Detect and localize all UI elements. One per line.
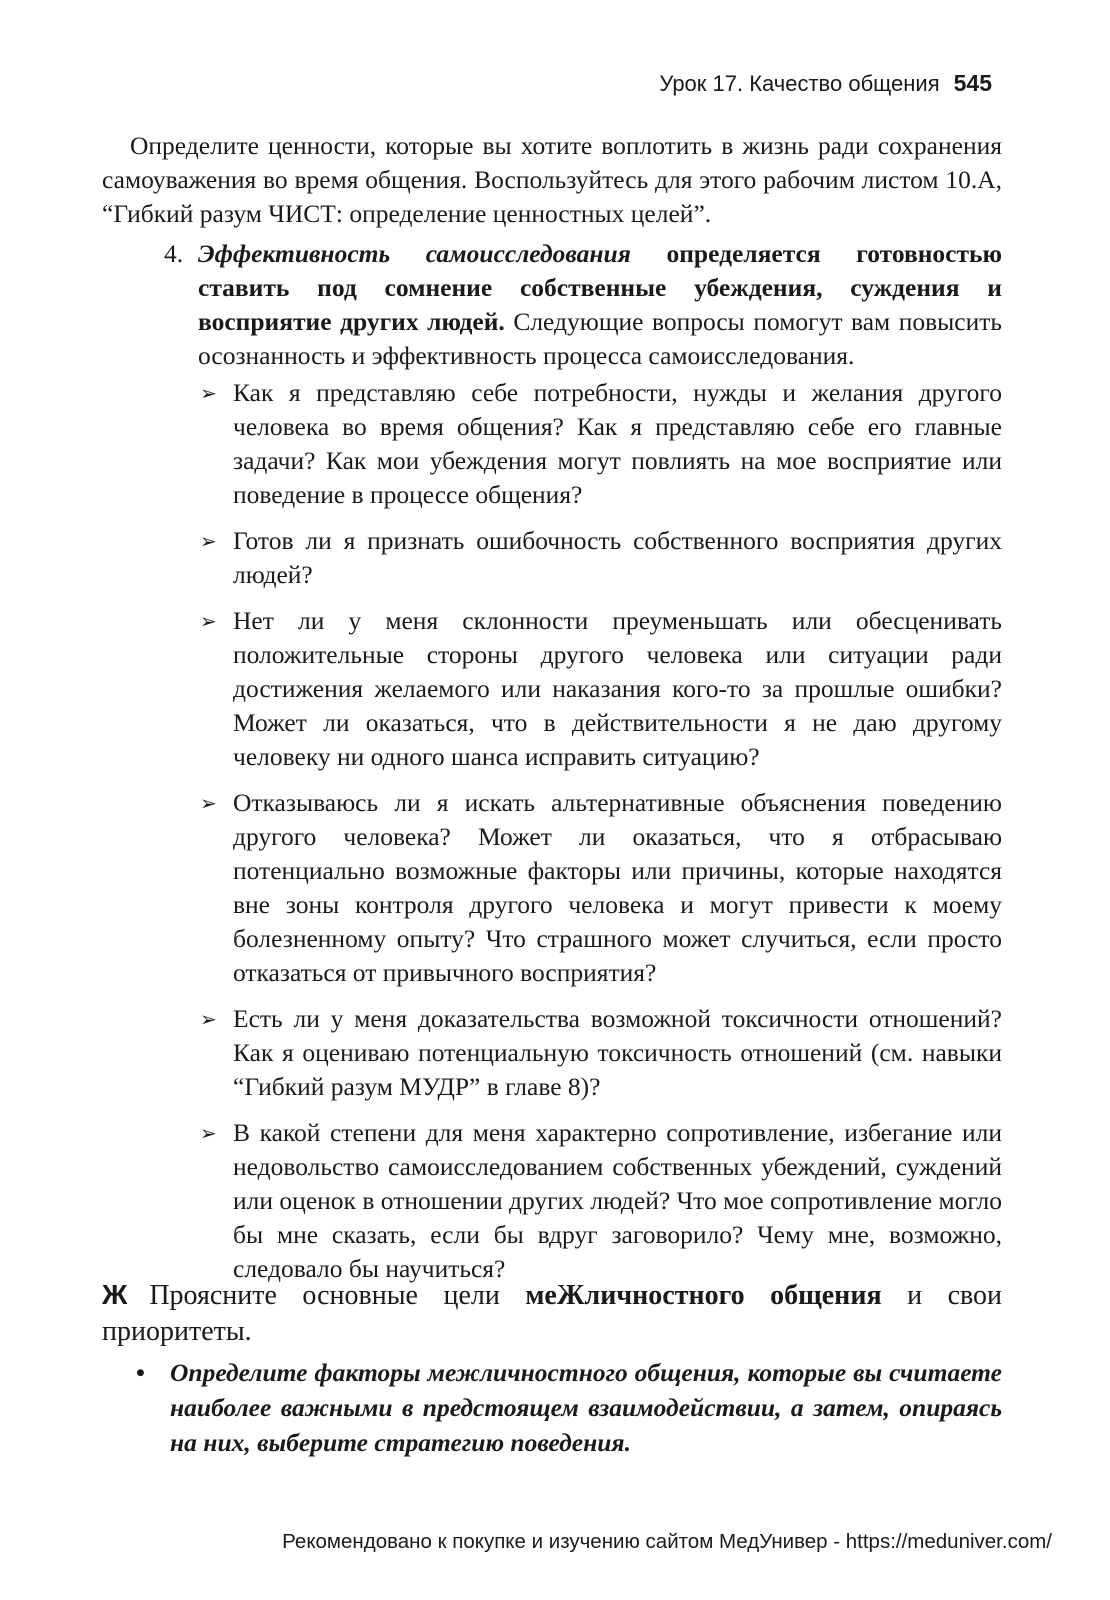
list-item (200, 1116, 1002, 1286)
list-item-text: В какой степени для меня характерно сопротивление, избегание или недовольство самоисследованием собственных убеждений, суждений или оценок в отношении других людей? Что мое сопротивление могло бы мне сказать, если бы вдруг заговорило? Чему мне, возможно, следовало бы научиться? (233, 1118, 1002, 1283)
italic-bullet-text: Определите факторы межличностного общения, которые вы считаете наиболее важными в предстоящем взаимодействии, а затем, опираясь на них, выберите стратегию поведения. (170, 1358, 1002, 1457)
list-item (200, 604, 1002, 774)
point-rest: Следующие вопросы помогут вам повысить осознанность и эффективность процесса самоисследования. (198, 307, 1003, 370)
numbered-point-4 (164, 237, 1003, 373)
list-item (200, 524, 1002, 592)
list-item (200, 1002, 1002, 1104)
list-item (200, 376, 1002, 512)
section-zh-heading (102, 1277, 1002, 1350)
point-lead-italic: Эффективность самоисследования (198, 239, 631, 268)
list-item-text: Есть ли у меня доказательства возможной токсичности отношений? Как я оцениваю потенциальную токсичность отношений (см. навыки “Гибкий разум МУДР” в главе 8)? (233, 1004, 1002, 1101)
arrow-bullet-icon: ➢ (200, 529, 217, 553)
italic-bullet-item (136, 1355, 1002, 1460)
point-lead-bold: определяется готовностью ставить под сомнение собственные убеждения, суждения и восприятие других людей. (198, 239, 1002, 336)
list-item-text: Готов ли я признать ошибочность собственного восприятия других людей? (233, 526, 1002, 589)
arrow-bullet-icon: ➢ (200, 1007, 217, 1031)
section-text-bold: меЖличностного общения (525, 1280, 882, 1311)
point-number: 4. (164, 239, 184, 268)
intro-paragraph (102, 129, 1002, 231)
list-item (200, 786, 1002, 990)
footer-watermark: Рекомендовано к покупке и изучению сайтом МедУнивер - https://meduniver.com/ (282, 1530, 1052, 1553)
section-text-after: и свои приоритеты. (102, 1280, 1003, 1347)
arrow-bullet-icon: ➢ (200, 381, 217, 405)
running-title: Урок 17. Качество общения (659, 71, 940, 96)
arrow-bullet-icon: ➢ (200, 609, 217, 633)
question-list (200, 376, 1002, 1298)
arrow-bullet-icon: ➢ (200, 1121, 217, 1145)
section-letter: Ж (102, 1279, 128, 1310)
arrow-bullet-icon: ➢ (200, 791, 217, 815)
dot-bullet-icon: • (136, 1358, 145, 1387)
running-header (659, 70, 992, 97)
list-item-text: Нет ли у меня склонности преуменьшать или обесценивать положительные стороны другого человека или ситуации ради достижения желаемого или наказания кого-то за прошлые ошибки? Может ли оказаться, что в действительности я не даю другому человеку ни одного шанса исправить ситуацию? (233, 606, 1002, 771)
list-item-text: Отказываюсь ли я искать альтернативные объяснения поведению другого человека? Может ли оказаться, что я отбрасываю потенциально возможные факторы или причины, которые находятся вне зоны контроля другого человека и могут привести к моему болезненному опыту? Что страшного может случиться, если просто отказаться от привычного восприятия? (233, 788, 1002, 987)
section-text-before: Проясните основные цели (149, 1280, 500, 1311)
page-number: 545 (953, 70, 992, 96)
intro-text: Определите ценности, которые вы хотите воплотить в жизнь ради сохранения самоуважения во время общения. Воспользуйтесь для этого рабочим листом 10.А, “Гибкий разум ЧИСТ: определение ценностных целей”. (102, 131, 1002, 228)
list-item-text: Как я представляю себе потребности, нужды и желания другого человека во время общения? Как я представляю себе его главные задачи? Как мои убеждения могут повлиять на мое восприятие или поведение в процессе общения? (233, 378, 1002, 509)
